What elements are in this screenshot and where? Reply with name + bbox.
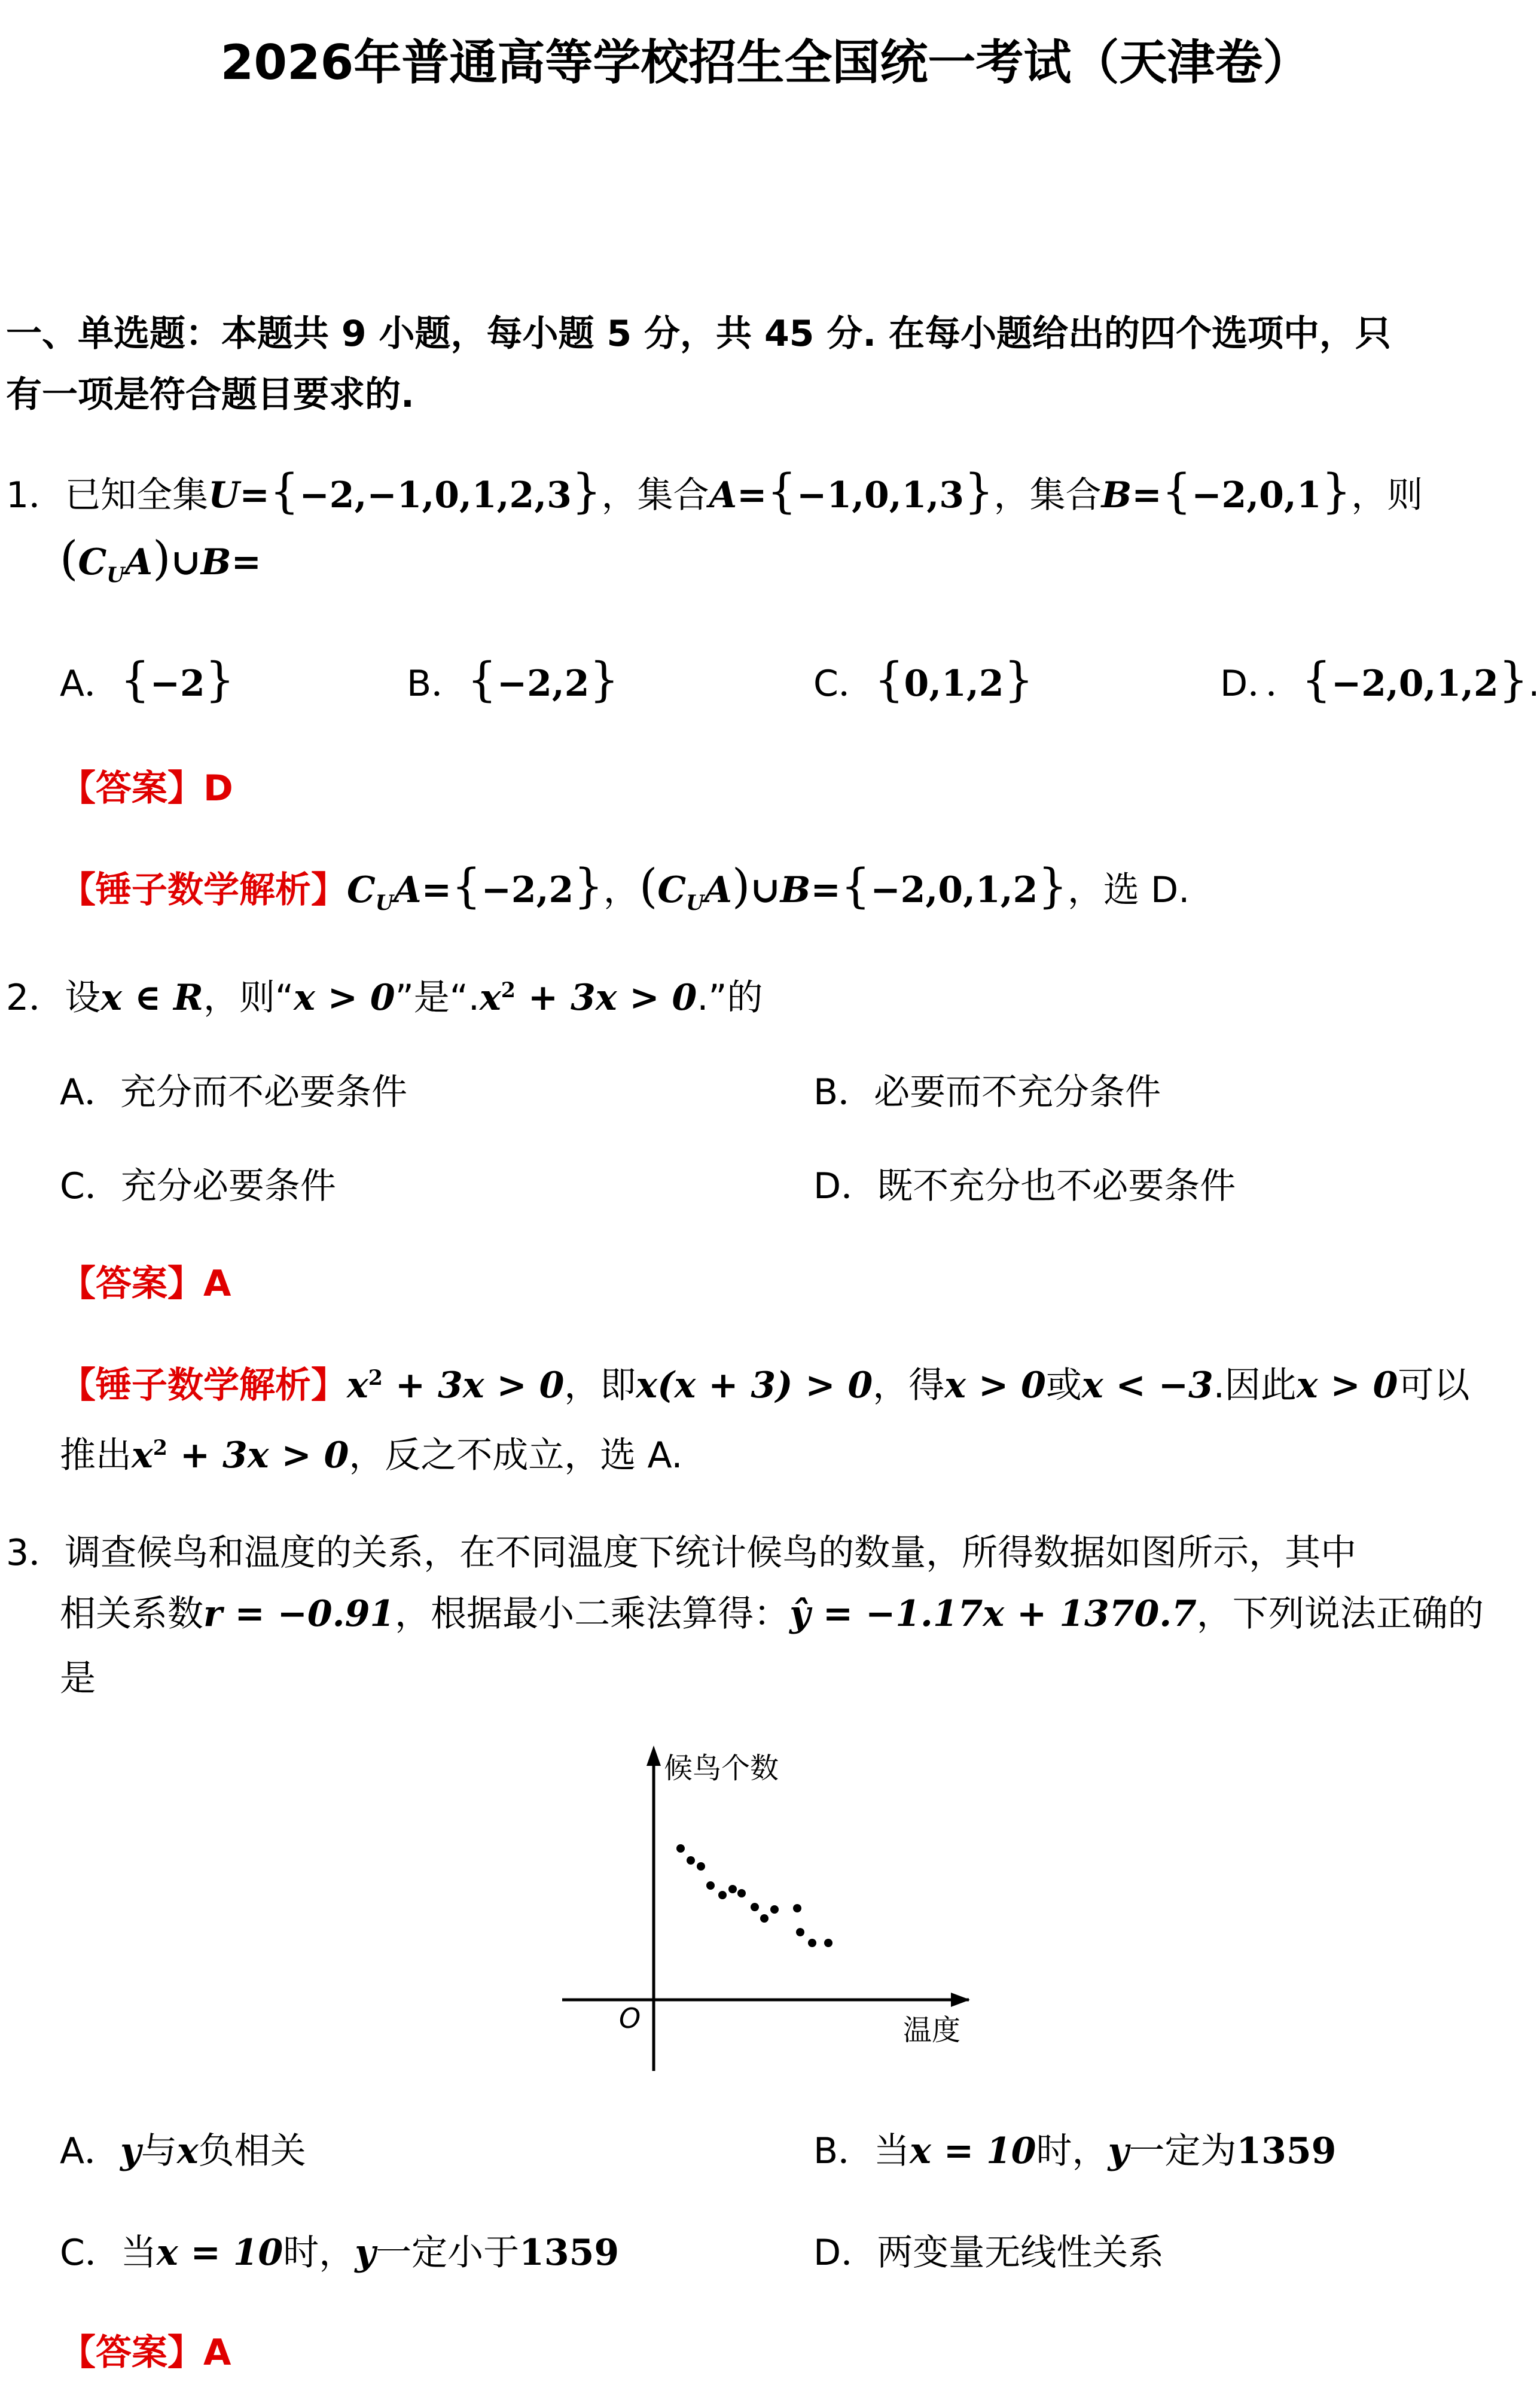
question-3-line1: 3．调查候鸟和温度的关系，在不同温度下统计候鸟的数量，所得数据如图所示，其中 xyxy=(6,1532,1357,1574)
q3-answer: 【答案】A xyxy=(60,2332,231,2374)
q2-option-a[interactable]: A．充分而不必要条件 xyxy=(60,1071,408,1113)
scatter-points xyxy=(676,1844,832,1947)
question-number: 3． xyxy=(6,1532,65,1574)
data-point xyxy=(796,1928,804,1936)
data-point xyxy=(824,1939,832,1947)
q2-analysis-line2: 推出$x^2 + 3x > 0$，反之不成立，选 A. xyxy=(60,1434,683,1476)
q1-analysis: 【锤子数学解析】$C_UA=\{-2,2\}$，$(C_UA)\cup B=\{-2,0,1,2\}$，选 D. xyxy=(60,860,1190,915)
data-point xyxy=(808,1939,816,1947)
q3-option-c[interactable]: C．当x = 10时，y一定小于1359 xyxy=(60,2232,620,2274)
scatter-plot xyxy=(562,1741,981,2076)
section-heading-line1: 一、单选题：本题共 9 小题，每小题 5 分，共 45 分. 在每小题给出的四个选项中，只 xyxy=(6,313,1392,355)
q2-analysis-line1: 【锤子数学解析】$x^2 + 3x > 0$，即x(x + 3) > 0，得x > 0或x < −3.因此x > 0可以 xyxy=(60,1364,1470,1406)
y-axis-arrow xyxy=(647,1746,661,1766)
exam-title: 2026年普通高等学校招生全国统一考试（天津卷） xyxy=(220,35,1311,90)
question-1-line1: 1．已知全集U={−2,−1,0,1,2,3}，集合A={−1,0,1,3}，集合B={−2,0,1}，则 xyxy=(6,465,1423,519)
data-point xyxy=(706,1881,715,1890)
q1-option-d[interactable]: D．．{−2,0,1,2}. xyxy=(1220,653,1540,707)
question-3-line2: 相关系数r = −0.91，根据最小二乘法算得：ŷ = −1.17x + 1370.7，下列说法正确的 xyxy=(60,1593,1484,1635)
q2-option-b[interactable]: B．必要而不充分条件 xyxy=(813,1071,1161,1113)
data-point xyxy=(718,1891,727,1899)
data-point xyxy=(728,1885,737,1893)
data-point xyxy=(687,1856,695,1865)
data-point xyxy=(793,1904,801,1912)
q2-option-d[interactable]: D．既不充分也不必要条件 xyxy=(813,1165,1236,1207)
section-heading-line2: 有一项是符合题目要求的. xyxy=(6,374,414,416)
data-point xyxy=(697,1862,705,1871)
question-number: 1． xyxy=(6,474,65,516)
data-point xyxy=(770,1905,779,1914)
question-number: 2． xyxy=(6,977,65,1019)
q1-answer: 【答案】D xyxy=(60,767,233,809)
q1-option-a[interactable]: A．{−2} xyxy=(60,653,235,707)
q3-option-a[interactable]: A．y与x负相关 xyxy=(60,2130,306,2172)
question-2-stem: 2．设x ∈ R，则“x > 0”是“$.x^2 + 3x > 0$.”的 xyxy=(6,977,763,1019)
q3-option-b[interactable]: B．当x = 10时，y一定为1359 xyxy=(813,2130,1337,2172)
x-axis-label: 温度 xyxy=(903,2014,961,2047)
data-point xyxy=(751,1903,759,1911)
data-point xyxy=(760,1914,769,1923)
question-3-line3: 是 xyxy=(60,1658,96,1699)
data-point xyxy=(676,1844,685,1853)
origin-label: O xyxy=(619,2002,641,2034)
data-point xyxy=(737,1889,746,1897)
q1-option-c[interactable]: C．{0,1,2} xyxy=(813,653,1034,707)
x-axis-arrow xyxy=(951,1993,970,2007)
y-axis-label: 候鸟个数 xyxy=(664,1752,779,1785)
question-1-line2: $(C_UA)\cup B=$ xyxy=(60,532,261,587)
q2-option-c[interactable]: C．充分必要条件 xyxy=(60,1165,336,1207)
q2-answer: 【答案】A xyxy=(60,1263,231,1305)
q1-option-b[interactable]: B．{−2,2} xyxy=(407,653,620,707)
q3-option-d[interactable]: D．两变量无线性关系 xyxy=(813,2232,1164,2274)
